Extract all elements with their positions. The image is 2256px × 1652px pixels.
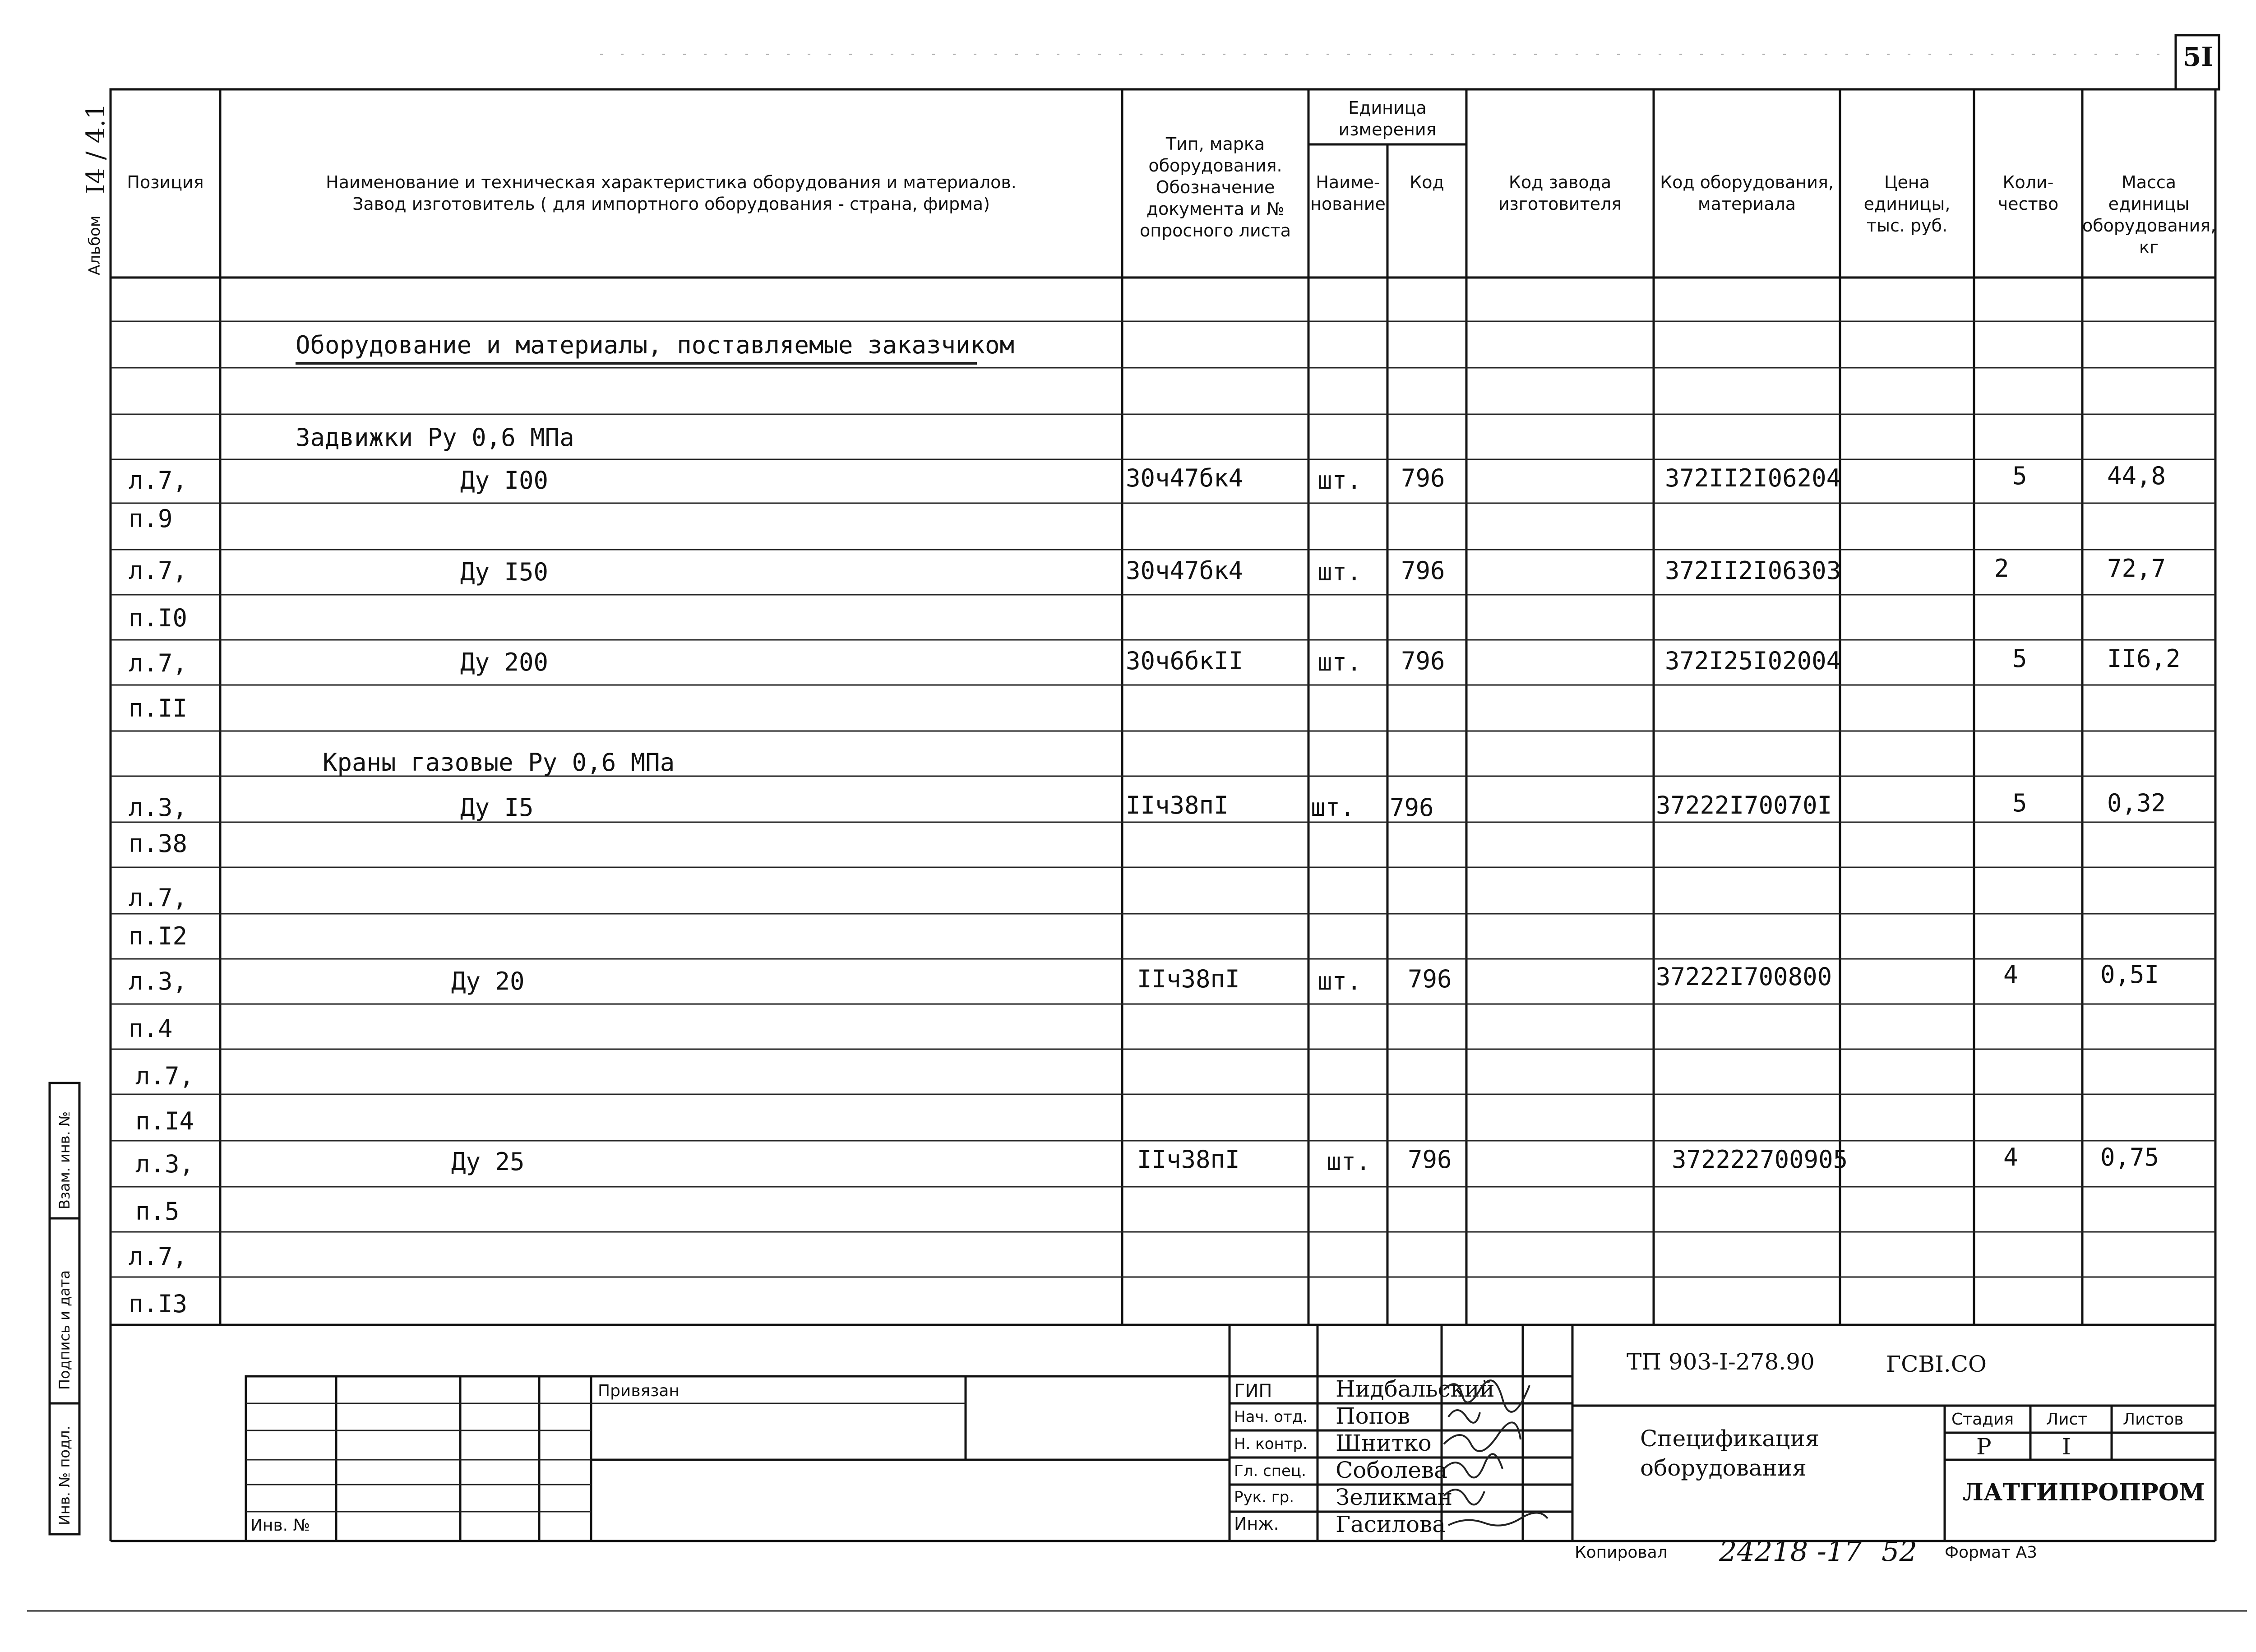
table-row-equip: 372I25I02004 [1665,647,1841,675]
table-row-pos1: л.7, [135,1062,194,1090]
col-unit-code [1387,171,1466,193]
table-row-pos1: л.7, [129,884,188,912]
table-row-pos1: л.7, [129,1242,188,1271]
album-label: Альбом [86,215,104,275]
table-row-unit: шт. [1311,793,1355,822]
col-unit-name-l2: нование [1310,194,1386,214]
table-row-pos2: п.I3 [129,1290,188,1318]
col-mass [2082,171,2215,258]
stamp-replace-inv: Взам. инв. № [56,1111,73,1209]
col-name [220,171,1122,215]
table-row-name: Ду I00 [460,466,549,495]
col-equip [1654,171,1840,215]
table-row-qty: 4 [2003,1143,2018,1171]
col-qty-l2: чество [1997,194,2059,214]
table-row-qty: 4 [2003,960,2018,989]
doc-mark: ГСВI.СО [1886,1351,1987,1377]
col-mass-l3: оборудования, [2082,216,2216,236]
table-row-pos1: л.7, [129,556,188,585]
col-mass-l2: единицы [2108,194,2190,214]
col-price [1840,171,1974,236]
table-row-pos1: л.3, [129,967,188,995]
organization: ЛАТГИПРОПРОМ [1963,1479,2205,1506]
col-position-label: Позиция [127,172,204,192]
copied-label: Копировал [1575,1543,1668,1562]
table-row-pos1: л.3, [135,1150,194,1178]
table-row-pos1: л.3, [129,793,188,822]
table-row-type: IIч38пI [1137,965,1240,993]
inv-no-label: Инв. № [250,1516,310,1535]
col-unit-l1: Единица [1348,98,1427,118]
table-row-code: 796 [1408,1145,1452,1174]
table-row-equip: 372II2I06204 [1665,464,1841,492]
table-row-equip: 37222I70070I [1656,791,1832,819]
stage-value: Р [1976,1434,1992,1460]
col-unit-code-label: Код [1410,172,1444,192]
doc-title-l2: оборудования [1640,1455,1807,1481]
sheet-value: I [2062,1434,2071,1460]
role-gip: ГИП [1234,1381,1272,1402]
name-engineer: Гасилова [1336,1511,1446,1537]
table-row-qty: 5 [2012,644,2027,673]
table-row-unit: шт. [1318,558,1362,586]
stamp-sign-date: Подпись и дата [56,1270,73,1390]
table-row-code: 796 [1408,965,1452,993]
name-chief-spec: Соболева [1336,1457,1447,1483]
table-row-pos2: п.II [129,694,188,722]
col-mass-l4: кг [2139,237,2159,257]
stamp-inv-orig: Инв. № подл. [56,1425,73,1525]
section-title: Оборудование и материалы, поставляемые заказчиком [296,331,1015,359]
role-head-dept: Нач. отд. [1234,1408,1308,1426]
page-number: 52 [1882,1535,1917,1568]
role-norm-control: Н. контр. [1234,1435,1308,1453]
col-name-l2: Завод изготовитель ( для импортного оборудования - страна, фирма) [352,194,990,214]
table-row-unit: шт. [1318,648,1362,676]
table-row-unit: шт. [1327,1148,1371,1176]
table-row-qty: 5 [2012,462,2027,490]
table-row-code: 796 [1401,556,1445,585]
doc-code: ТП 903-I-278.90 [1627,1349,1815,1375]
table-row-mass: 0,5I [2100,960,2159,989]
table-row-pos1: л.7, [129,466,188,495]
sheets-label: Листов [2123,1410,2184,1429]
table-row-pos1: л.7, [129,649,188,677]
privyazan-label: Привязан [598,1382,680,1400]
table-row-pos2: п.9 [129,504,173,533]
doc-title-l1: Спецификация [1640,1425,1820,1452]
group-title-gas-taps: Краны газовые Ру 0,6 МПа [323,748,675,777]
col-plant [1466,171,1654,215]
name-gip: Нидбальский [1336,1376,1495,1402]
table-row-code: 796 [1401,464,1445,492]
col-unit-name-l1: Наиме- [1316,172,1380,192]
col-qty [1974,171,2082,215]
table-row-type: 30ч6бкII [1126,647,1244,675]
table-row-pos2: п.4 [129,1014,173,1043]
role-group-lead: Рук. гр. [1234,1488,1294,1506]
table-row-pos2: п.I0 [129,604,188,632]
table-row-name: Ду 20 [451,967,525,995]
name-head-dept: Попов [1336,1403,1410,1429]
col-price-l2: единицы, [1863,194,1951,214]
format-label: Формат А3 [1945,1543,2038,1562]
table-row-unit: шт. [1318,466,1362,495]
col-unit [1308,97,1466,140]
table-row-pos2: п.38 [129,829,188,858]
name-norm-control: Шнитко [1336,1430,1432,1456]
table-row-code: 796 [1390,793,1434,822]
col-mass-l1: Масса [2121,172,2177,192]
table-row-pos2: п.5 [135,1197,180,1226]
col-type [1122,133,1308,241]
col-qty-l1: Коли- [2002,172,2054,192]
col-plant-l2: изготовителя [1498,194,1622,214]
table-row-qty: 5 [2012,789,2027,817]
col-name-l1: Наименование и техническая характеристика оборудования и материалов. [326,172,1017,192]
col-type-l2: оборудования. [1148,156,1282,176]
col-type-l1: Тип, марка [1165,134,1265,154]
table-row-type: 30ч47бк4 [1126,464,1244,492]
table-row-unit: шт. [1318,967,1362,995]
table-row-mass: 0,75 [2100,1143,2159,1171]
table-row-name: Ду I5 [460,793,534,822]
col-type-l4: документа и № [1146,199,1285,219]
table-row-mass: 0,32 [2107,789,2166,817]
col-type-l5: опросного листа [1139,221,1291,241]
table-row-equip: 37222I700800 [1656,963,1832,991]
sheet-number: 5I [2183,42,2214,72]
col-equip-l2: материала [1697,194,1796,214]
table-row-name: Ду I50 [460,558,549,586]
table-row-name: Ду 200 [460,648,549,676]
table-row-name: Ду 25 [451,1148,525,1176]
table-row-mass: 72,7 [2107,554,2166,583]
table-row-pos2: п.I2 [129,922,188,950]
col-position [111,171,220,193]
role-chief-spec: Гл. спец. [1234,1462,1306,1480]
table-row-qty: 2 [1994,554,2009,583]
table-row-type: IIч38пI [1137,1145,1240,1174]
name-group-lead: Зеликман [1336,1484,1453,1510]
col-unit-name [1308,171,1387,215]
group-title-valves: Задвижки Ру 0,6 МПа [296,423,574,452]
col-equip-l1: Код оборудования, [1660,172,1834,192]
table-row-mass: 44,8 [2107,462,2166,490]
role-engineer: Инж. [1234,1514,1279,1534]
table-row-equip: 372II2I06303 [1665,556,1841,585]
stage-label: Стадия [1951,1410,2014,1429]
col-plant-l1: Код завода [1508,172,1612,192]
col-price-l1: Цена [1884,172,1930,192]
table-row-type: 30ч47бк4 [1126,556,1244,585]
album-value: I4 / 4.1 [81,103,111,194]
col-unit-l2: измерения [1338,120,1437,139]
table-row-pos2: п.I4 [135,1107,194,1135]
col-type-l3: Обозначение [1156,177,1275,197]
signatures [1439,1372,1593,1543]
table-row-type: IIч38пI [1126,791,1229,819]
table-row-code: 796 [1401,647,1445,675]
copy-number: 24218 -17 [1719,1535,1862,1568]
col-price-l3: тыс. руб. [1866,216,1948,236]
sheet-label: Лист [2046,1410,2088,1429]
table-row-equip: 372222700905 [1672,1145,1848,1174]
table-row-mass: II6,2 [2107,644,2181,673]
